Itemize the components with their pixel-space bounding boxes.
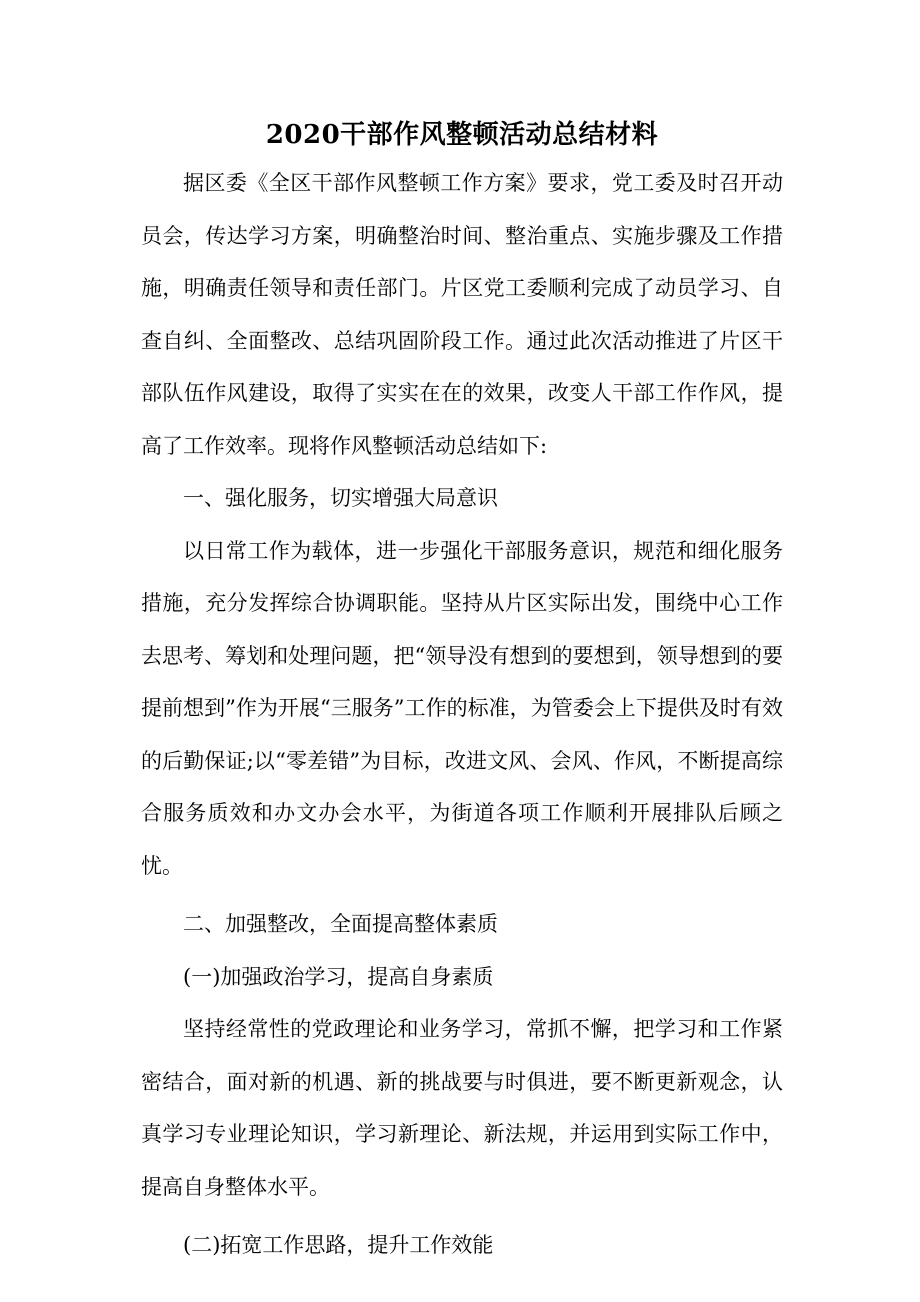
section-1-heading: 一、强化服务，切实增强大局意识 <box>183 486 498 510</box>
document-page <box>141 115 783 1272</box>
section-1-paragraph: 以日常工作为载体，进一步强化干部服务意识，规范和细化服务措施，充分发挥综合协调职能。坚持从片区实际出发，围绕中心工作去思考、筹划和处理问题，把“领导没有想到的要想到，领导想到的要提前想到”作为开展“三服务”工作的标准，为管委会上下提供及时有效的后勤保证;以“零差错”为目标，改进文风、会风、作风，不断提高综合服务质效和办文办会水平，为街道各项工作顺利开展排队后顾之忧。 <box>141 538 783 878</box>
section-2-heading: 二、加强整改，全面提高整体素质 <box>183 912 498 936</box>
subsection-1-paragraph: 坚持经常性的党政理论和业务学习，常抓不懈，把学习和工作紧密结合，面对新的机遇、新的挑战要与时俱进，要不断更新观念，认真学习专业理论知识，学习新理论、新法规，并运用到实际工作中，提高自身整体水平。 <box>141 1017 783 1199</box>
subsection-1-heading: (一)加强政治学习，提高自身素质 <box>183 964 494 989</box>
document-title: 2020干部作风整顿活动总结材料 <box>265 120 659 150</box>
intro-paragraph: 据区委《全区干部作风整顿工作方案》要求，党工委及时召开动员会，传达学习方案，明确整治时间、整治重点、实施步骤及工作措施，明确责任领导和责任部门。片区党工委顺利完成了动员学习、自查自纠、全面整改、总结巩固阶段工作。通过此次活动推进了片区干部队伍作风建设，取得了实实在在的效果，改变人干部工作作风，提高了工作效率。现将作风整顿活动总结如下: <box>141 171 783 458</box>
subsection-2-heading: (二)拓宽工作思路，提升工作效能 <box>183 1233 494 1257</box>
